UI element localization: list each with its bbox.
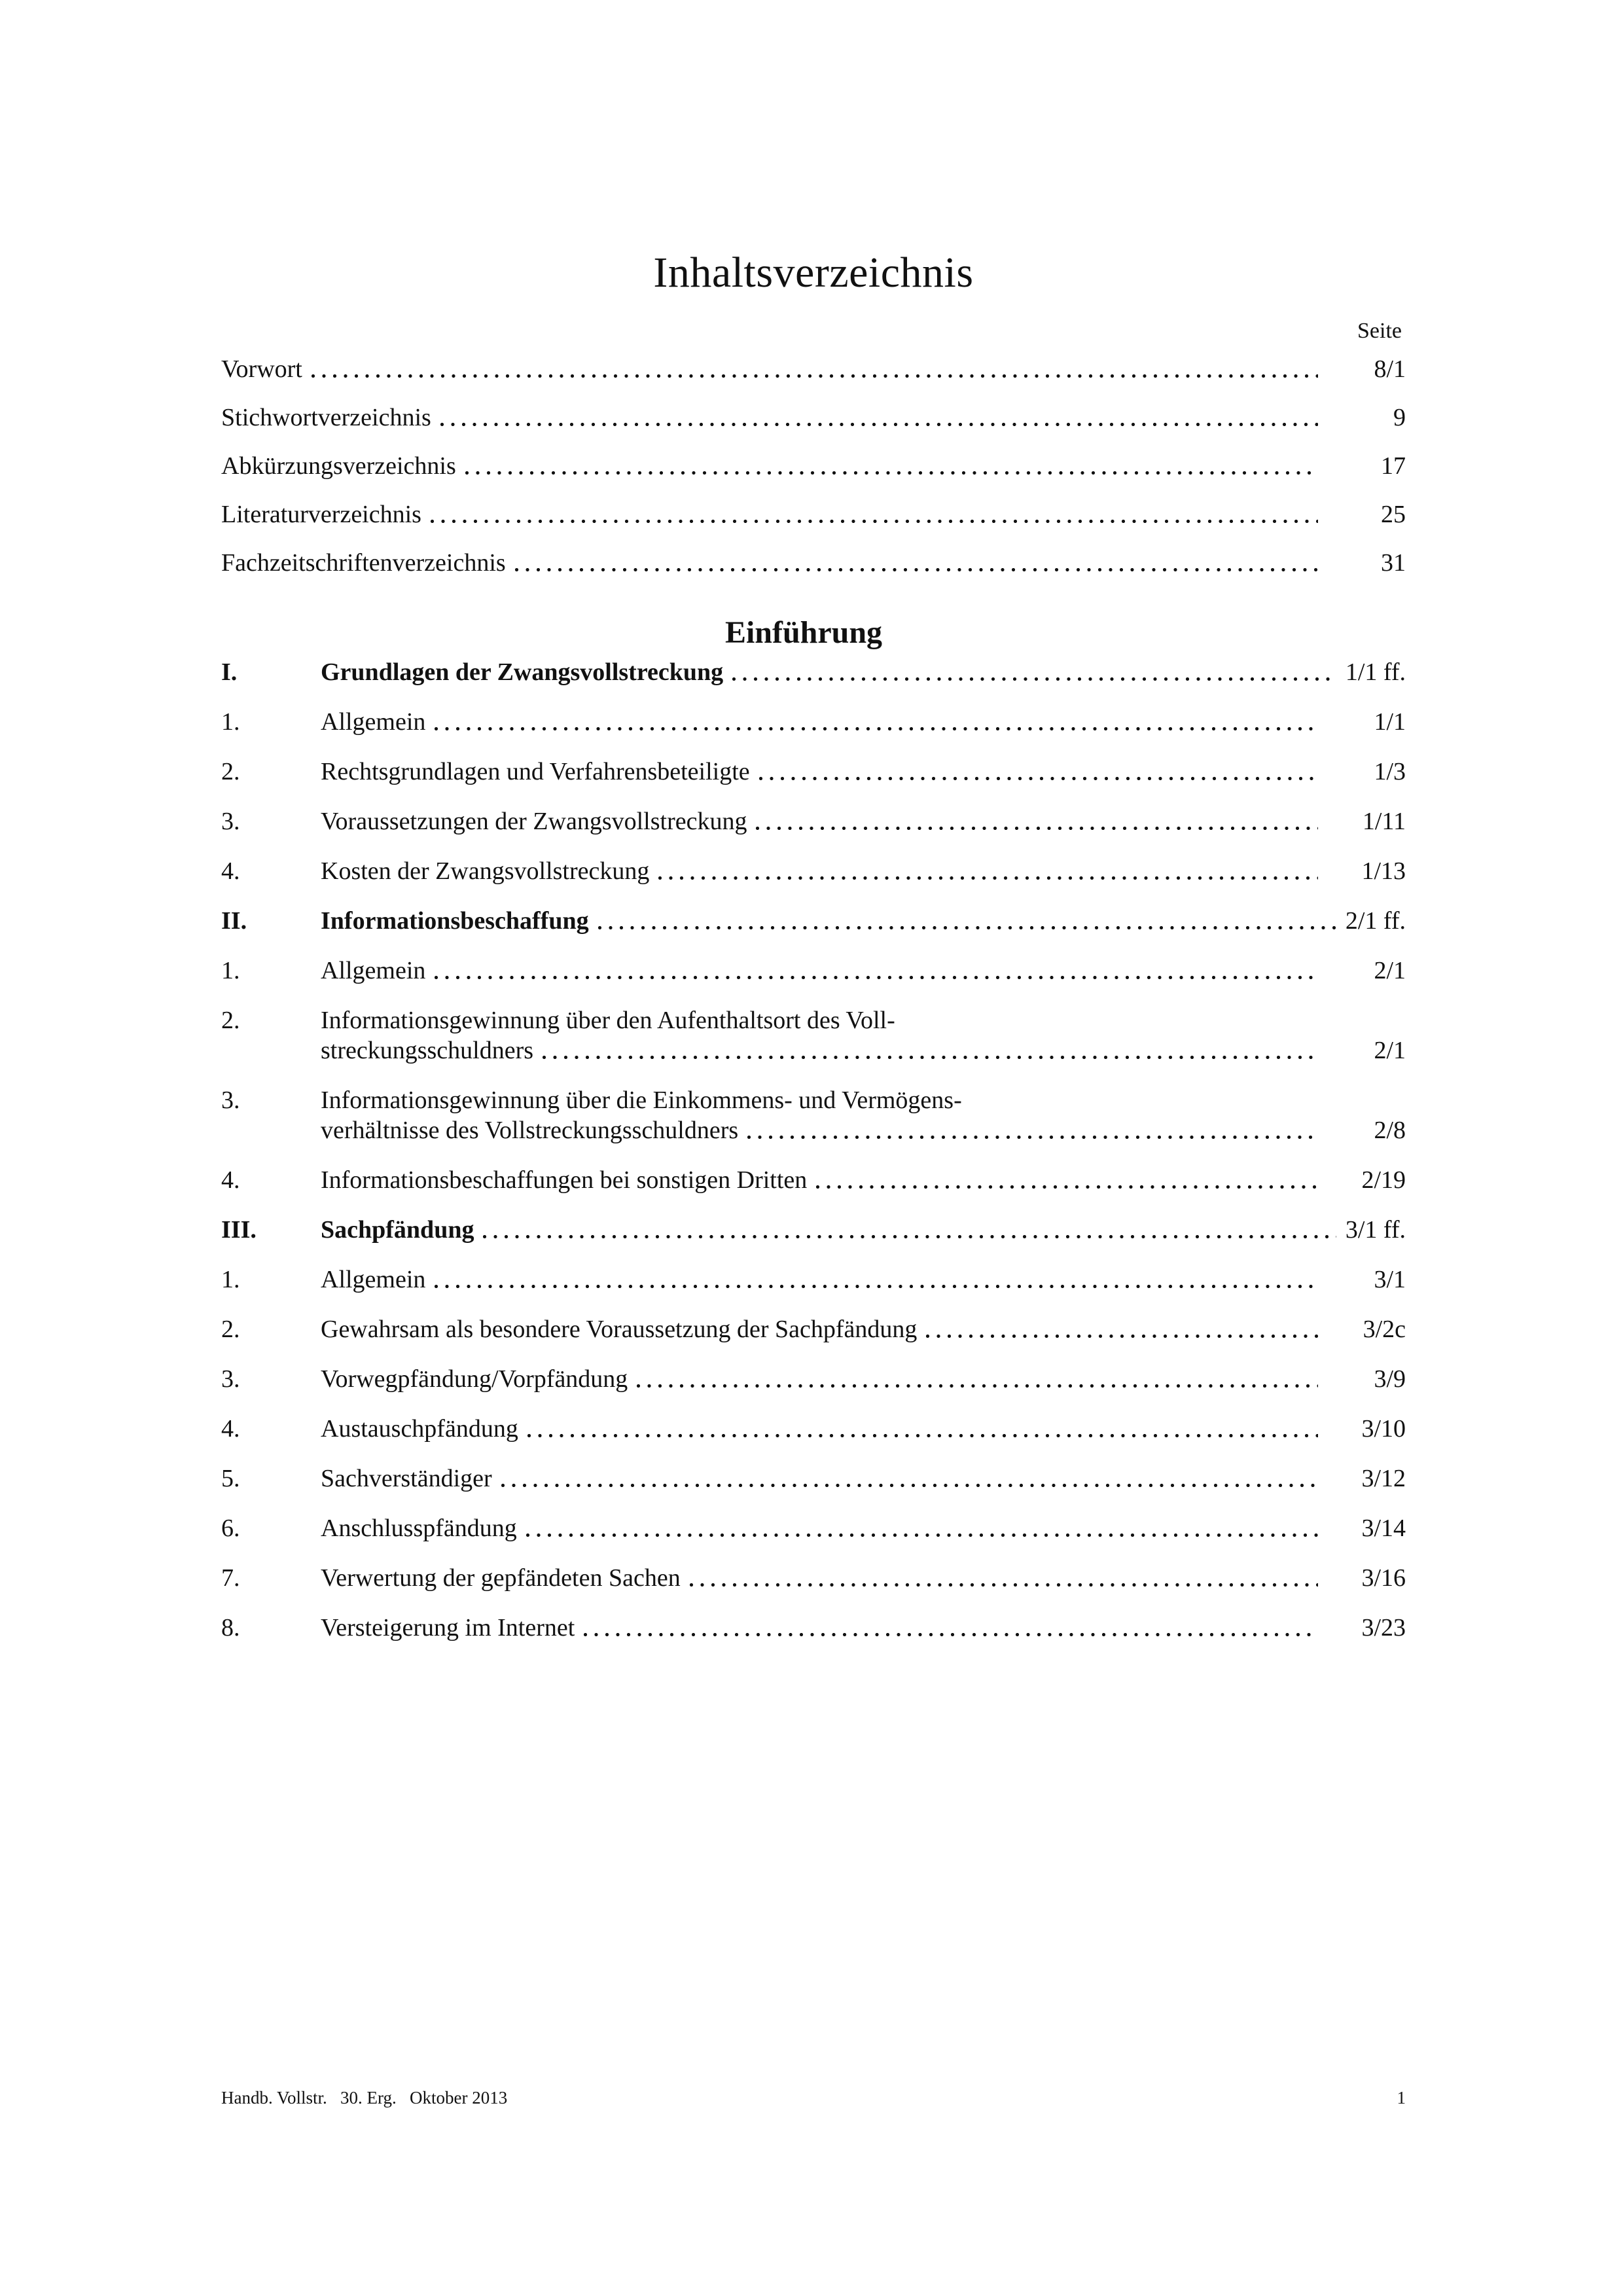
entry-number: 2. <box>221 1007 240 1035</box>
entry-page-number: 2/1 <box>1374 957 1406 985</box>
entry-title: Verwertung der gepfändeten Sachen <box>321 1564 681 1592</box>
entry-number: 7. <box>221 1564 240 1592</box>
footer-imprint: Handb. Vollstr. 30. Erg. Oktober 2013 <box>221 2088 508 2108</box>
chapter-row-numbered[interactable] <box>221 1088 1406 1143</box>
entry-title: Kosten der Zwangsvollstreckung <box>321 857 650 886</box>
entry-title: Sachverständiger <box>321 1465 492 1493</box>
dot-leader <box>465 454 1318 478</box>
entry-page-number: 2/1 ff. <box>1345 907 1406 935</box>
entry-page-number: 2/1 <box>1374 1037 1406 1065</box>
entry-page-number: 1/3 <box>1374 758 1406 786</box>
entry-title: Voraussetzungen der Zwangsvollstreckung <box>321 808 747 836</box>
entry-number: 1. <box>221 957 240 985</box>
entry-number: 2. <box>221 1316 240 1344</box>
entry-number: 5. <box>221 1465 240 1493</box>
entry-page-number: 3/1 ff. <box>1345 1216 1406 1244</box>
entry-page-number: 2/19 <box>1361 1166 1406 1194</box>
entry-title-line2: streckungsschuldners <box>321 1037 534 1065</box>
entry-number: 1. <box>221 1266 240 1294</box>
entry-title: Vorwegpfändung/Vorpfändung <box>321 1365 628 1393</box>
entry-number: 3. <box>221 1086 240 1115</box>
dot-leader <box>584 1615 1318 1640</box>
dot-leader <box>312 357 1318 382</box>
dot-leader <box>732 660 1336 685</box>
entry-title: Anschlusspfändung <box>321 1515 517 1543</box>
chapter-row-numbered[interactable] <box>221 859 1406 884</box>
front-matter-list <box>221 357 1406 575</box>
dot-leader <box>543 1038 1318 1063</box>
entry-title-line1: Informationsgewinnung über den Aufenthaltsort des Voll- <box>321 1007 895 1035</box>
chapter-row-numbered[interactable] <box>221 1516 1406 1541</box>
entry-title: Austauschpfändung <box>321 1415 518 1443</box>
entry-page-number: 3/9 <box>1374 1365 1406 1393</box>
entry-title: Allgemein <box>321 1266 426 1294</box>
chapter-entry-list <box>221 660 1406 1640</box>
entry-page-number: 2/8 <box>1374 1117 1406 1145</box>
entry-line-second <box>221 1038 1406 1063</box>
chapter-row-numbered[interactable] <box>221 709 1406 734</box>
front-matter-label: Fachzeitschriftenverzeichnis <box>221 549 506 577</box>
entry-number: 4. <box>221 1415 240 1443</box>
entry-title: Grundlagen der Zwangsvollstreckung <box>321 658 724 687</box>
page-footer <box>221 2089 1406 2107</box>
dot-leader <box>816 1168 1318 1193</box>
front-matter-page-number: 9 <box>1393 404 1406 432</box>
front-matter-label: Stichwortverzeichnis <box>221 404 431 432</box>
page-title: Inhaltsverzeichnis <box>653 249 974 296</box>
front-matter-page-number: 8/1 <box>1374 355 1406 384</box>
dot-leader <box>483 1217 1336 1242</box>
entry-title-line2: verhältnisse des Vollstreckungsschuldners <box>321 1117 739 1145</box>
entry-title-line1: Informationsgewinnung über die Einkommens- und Vermögens- <box>321 1086 962 1115</box>
dot-leader <box>690 1566 1318 1590</box>
chapter-row-numbered[interactable] <box>221 1168 1406 1193</box>
entry-title: Informationsbeschaffung <box>321 907 589 935</box>
entry-title: Sachpfändung <box>321 1216 474 1244</box>
chapter-row-numbered[interactable] <box>221 958 1406 983</box>
front-matter-label: Abkürzungsverzeichnis <box>221 452 456 480</box>
front-matter-row[interactable] <box>221 357 1406 382</box>
dot-leader <box>759 759 1318 784</box>
entry-number: 2. <box>221 758 240 786</box>
chapter-row-numbered[interactable] <box>221 1466 1406 1491</box>
dot-leader <box>658 859 1318 884</box>
dot-leader <box>431 502 1318 527</box>
front-matter-label: Vorwort <box>221 355 302 384</box>
front-matter-row[interactable] <box>221 405 1406 430</box>
entry-number: 3. <box>221 1365 240 1393</box>
entry-number: 4. <box>221 1166 240 1194</box>
entry-number: II. <box>221 907 247 935</box>
page-content <box>221 0 1406 1640</box>
entry-title: Gewahrsam als besondere Voraussetzung der Sachpfändung <box>321 1316 918 1344</box>
entry-number: 4. <box>221 857 240 886</box>
entry-title: Informationsbeschaffungen bei sonstigen Dritten <box>321 1166 808 1194</box>
entry-page-number: 1/1 ff. <box>1345 658 1406 687</box>
chapter-row-numbered[interactable] <box>221 1267 1406 1292</box>
entry-page-number: 3/10 <box>1361 1415 1406 1443</box>
entry-title: Rechtsgrundlagen und Verfahrensbeteiligte <box>321 758 750 786</box>
entry-page-number: 3/2c <box>1363 1316 1406 1344</box>
entry-page-number: 3/12 <box>1361 1465 1406 1493</box>
dot-leader <box>501 1466 1318 1491</box>
dot-leader <box>527 1416 1318 1441</box>
dot-leader <box>747 1118 1318 1143</box>
chapter-row-numbered[interactable] <box>221 1008 1406 1063</box>
dot-leader <box>435 709 1318 734</box>
entry-page-number: 3/1 <box>1374 1266 1406 1294</box>
entry-page-number: 3/14 <box>1361 1515 1406 1543</box>
chapter-row-numbered[interactable] <box>221 1566 1406 1590</box>
entry-page-number: 3/23 <box>1361 1614 1406 1642</box>
entry-page-number: 1/1 <box>1374 708 1406 736</box>
front-matter-row[interactable] <box>221 502 1406 527</box>
front-matter-page-number: 31 <box>1381 549 1406 577</box>
dot-leader <box>440 405 1318 430</box>
dot-leader <box>435 958 1318 983</box>
entry-number: 3. <box>221 808 240 836</box>
dot-leader <box>515 550 1318 575</box>
chapter-row-numbered[interactable] <box>221 1615 1406 1640</box>
entry-page-number: 1/13 <box>1361 857 1406 886</box>
front-matter-label: Literaturverzeichnis <box>221 501 421 529</box>
entry-number: I. <box>221 658 238 687</box>
chapter-row-numbered[interactable] <box>221 809 1406 834</box>
entry-number: III. <box>221 1216 257 1244</box>
dot-leader <box>526 1516 1318 1541</box>
entry-number: 1. <box>221 708 240 736</box>
entry-line-first <box>221 1088 1406 1113</box>
page-column-header: Seite <box>1357 319 1402 344</box>
front-matter-page-number: 17 <box>1381 452 1406 480</box>
dot-leader <box>926 1317 1318 1342</box>
dot-leader <box>637 1367 1318 1391</box>
entry-title: Allgemein <box>321 708 426 736</box>
entry-page-number: 3/16 <box>1361 1564 1406 1592</box>
dot-leader <box>598 908 1336 933</box>
front-matter-page-number: 25 <box>1381 501 1406 529</box>
chapter-row-numbered[interactable] <box>221 759 1406 784</box>
entry-number: 8. <box>221 1614 240 1642</box>
entry-line-first <box>221 1008 1406 1033</box>
entry-page-number: 1/11 <box>1362 808 1406 836</box>
entry-line-second <box>221 1118 1406 1143</box>
entry-number: 6. <box>221 1515 240 1543</box>
chapter-row-numbered[interactable] <box>221 1416 1406 1441</box>
front-matter-row[interactable] <box>221 550 1406 575</box>
chapter-row-numbered[interactable] <box>221 1367 1406 1391</box>
dot-leader <box>756 809 1318 834</box>
dot-leader <box>435 1267 1318 1292</box>
chapter-row-roman[interactable] <box>221 908 1406 933</box>
entry-title: Versteigerung im Internet <box>321 1614 575 1642</box>
chapter-row-roman[interactable] <box>221 660 1406 685</box>
footer-page-number: 1 <box>1397 2088 1406 2108</box>
section-heading-einfuehrung: Einführung <box>724 615 883 651</box>
chapter-row-roman[interactable] <box>221 1217 1406 1242</box>
entry-title: Allgemein <box>321 957 426 985</box>
front-matter-row[interactable] <box>221 454 1406 478</box>
chapter-row-numbered[interactable] <box>221 1317 1406 1342</box>
